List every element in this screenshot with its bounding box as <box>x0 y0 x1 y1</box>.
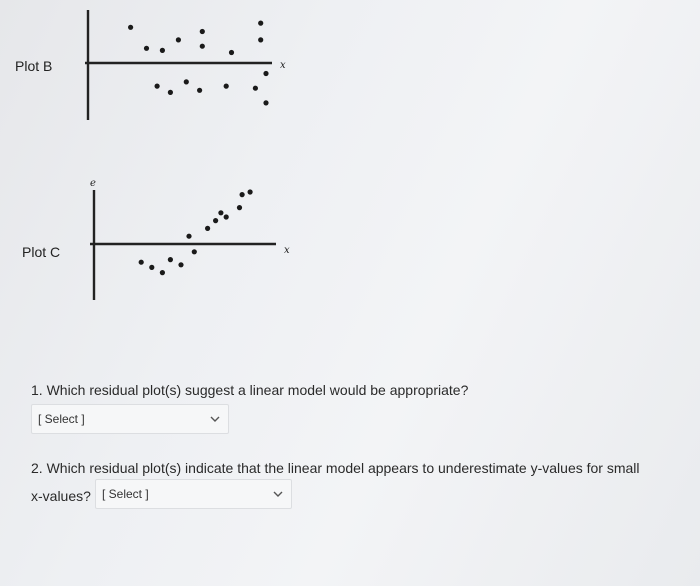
residual-point <box>248 189 253 194</box>
residual-point <box>178 262 183 267</box>
residual-point <box>258 21 263 26</box>
question-2-select-value: [ Select ] <box>102 487 149 501</box>
residual-point <box>176 37 181 42</box>
residual-point <box>160 48 165 53</box>
residual-point <box>168 257 173 262</box>
plot-c-x-axis-label: x <box>284 245 290 256</box>
residual-point <box>213 218 218 223</box>
residual-point <box>258 37 263 42</box>
residual-point <box>240 192 245 197</box>
question-2-text: 2. Which residual plot(s) indicate that the linear model appears to underestimate y-values for small <box>31 460 640 476</box>
chevron-down-icon <box>273 490 283 498</box>
residual-point <box>197 88 202 93</box>
plot-c-label: Plot C <box>22 244 61 260</box>
residual-point <box>139 260 144 265</box>
residual-point <box>149 265 154 270</box>
residual-point <box>144 46 149 51</box>
question-1-select[interactable] <box>31 404 229 434</box>
residual-point <box>200 44 205 49</box>
residual-point <box>186 234 191 239</box>
residual-point <box>253 86 258 91</box>
residual-point <box>192 249 197 254</box>
question-1-text: 1. Which residual plot(s) suggest a linear model would be appropriate? <box>31 382 469 398</box>
residual-point <box>128 25 133 30</box>
residual-point <box>155 84 160 89</box>
residual-point <box>263 71 268 76</box>
chevron-down-icon <box>210 415 220 423</box>
residual-point <box>200 29 205 34</box>
plot-c-residual-plot <box>84 176 299 306</box>
residual-point <box>224 214 229 219</box>
plot-c-y-axis-label: e <box>90 178 96 189</box>
residual-point <box>237 205 242 210</box>
residual-point <box>160 270 165 275</box>
residual-point <box>184 79 189 84</box>
residual-point <box>168 90 173 95</box>
question-1-select-value: [ Select ] <box>38 412 85 426</box>
residual-point <box>224 84 229 89</box>
plot-b-x-axis-label: x <box>280 60 286 71</box>
plot-b-label: Plot B <box>15 58 53 74</box>
residual-point <box>263 100 268 105</box>
residual-point <box>229 50 234 55</box>
plot-c-points <box>139 189 253 275</box>
plot-b-residual-plot <box>80 8 295 123</box>
question-2-select[interactable] <box>95 479 292 509</box>
question-2-text-continued: x-values? <box>31 488 91 504</box>
residual-point <box>218 210 223 215</box>
residual-point <box>205 226 210 231</box>
